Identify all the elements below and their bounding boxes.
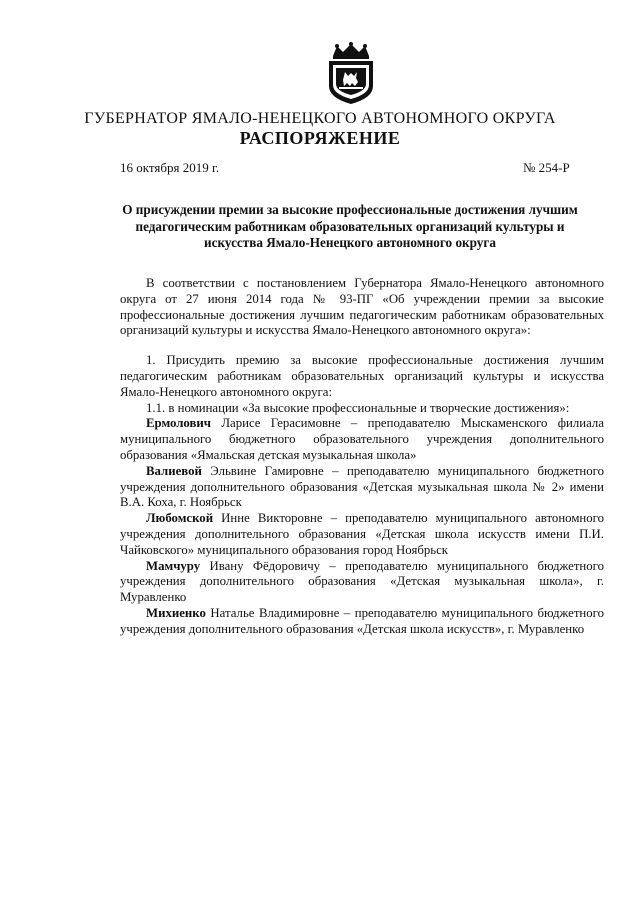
coat-of-arms-icon bbox=[325, 42, 377, 106]
clause-1: 1. Присудить премию за высокие профессиональные достижения лучшим педагогическим работникам образовательных организаций культуры и искусства Ямало-Ненецкого автономного округа: bbox=[120, 353, 604, 399]
document-subject: О присуждении премии за высокие профессиональные достижения лучшим педагогическим работникам образовательных организаций культуры и искусства Ямало-Ненецкого автономного округа bbox=[122, 202, 578, 250]
awardee-details: Ивану Фёдоровичу – преподавателю муниципального бюджетного учреждения дополнительного образования «Детская музыкальная школа», г. Муравленко bbox=[120, 558, 604, 605]
awardee-surname: Ермолович bbox=[146, 416, 211, 431]
awardee-surname: Михиенко bbox=[146, 605, 206, 620]
awardee-surname: Любомской bbox=[146, 511, 214, 526]
awardee-details: Инне Викторовне – преподавателю муниципального автономного учреждения дополнительного образования «Детская школа искусств имени П.И. Чайковского» муниципального образования город Ноябрьск bbox=[120, 511, 604, 557]
awardee-surname: Валиевой bbox=[146, 463, 202, 478]
preamble-paragraph: В соответствии с постановлением Губернатора Ямало-Ненецкого автономного округа от 27 июня 2014 года № 93-ПГ «Об учреждении премии за высокие профессиональные достижения лучшим педагогическим работникам образовательных организаций культуры и искусства Ямало-Ненецкого автономного округа»: bbox=[120, 276, 604, 338]
awardee-details: Эльвине Гамировне – преподавателю муниципального бюджетного учреждения дополнительного образования «Детская музыкальная школа № 2» имени В.А. Коха, г. Ноябрьск bbox=[120, 463, 604, 510]
document-type: РАСПОРЯЖЕНИЕ bbox=[239, 128, 401, 148]
awardee-paragraph bbox=[120, 559, 604, 606]
awardee-paragraph bbox=[120, 606, 604, 638]
awardee-paragraph bbox=[120, 464, 604, 511]
awardee-details: Ларисе Герасимовне – преподавателю Мыскаменского филиала муниципального бюджетного образовательного учреждения дополнительного образования «Ямальская детская музыкальная школа» bbox=[120, 416, 604, 462]
document-date: 16 октября 2019 г. bbox=[120, 160, 220, 175]
awardee-details: Наталье Владимировне – преподавателю муниципального бюджетного учреждения дополнительного образования «Детская школа искусств», г. Муравленко bbox=[120, 605, 604, 636]
clause-1-1: 1.1. в номинации «За высокие профессиональные и творческие достижения»: bbox=[146, 400, 570, 415]
document-body bbox=[120, 276, 604, 638]
awardee-paragraph bbox=[120, 416, 604, 463]
issuer-title: ГУБЕРНАТОР ЯМАЛО-НЕНЕЦКОГО АВТОНОМНОГО ОКРУГА bbox=[84, 110, 556, 127]
awardee-paragraph bbox=[120, 511, 604, 558]
awardee-surname: Мамчуру bbox=[146, 558, 201, 573]
document-number: № 254-Р bbox=[523, 160, 570, 175]
